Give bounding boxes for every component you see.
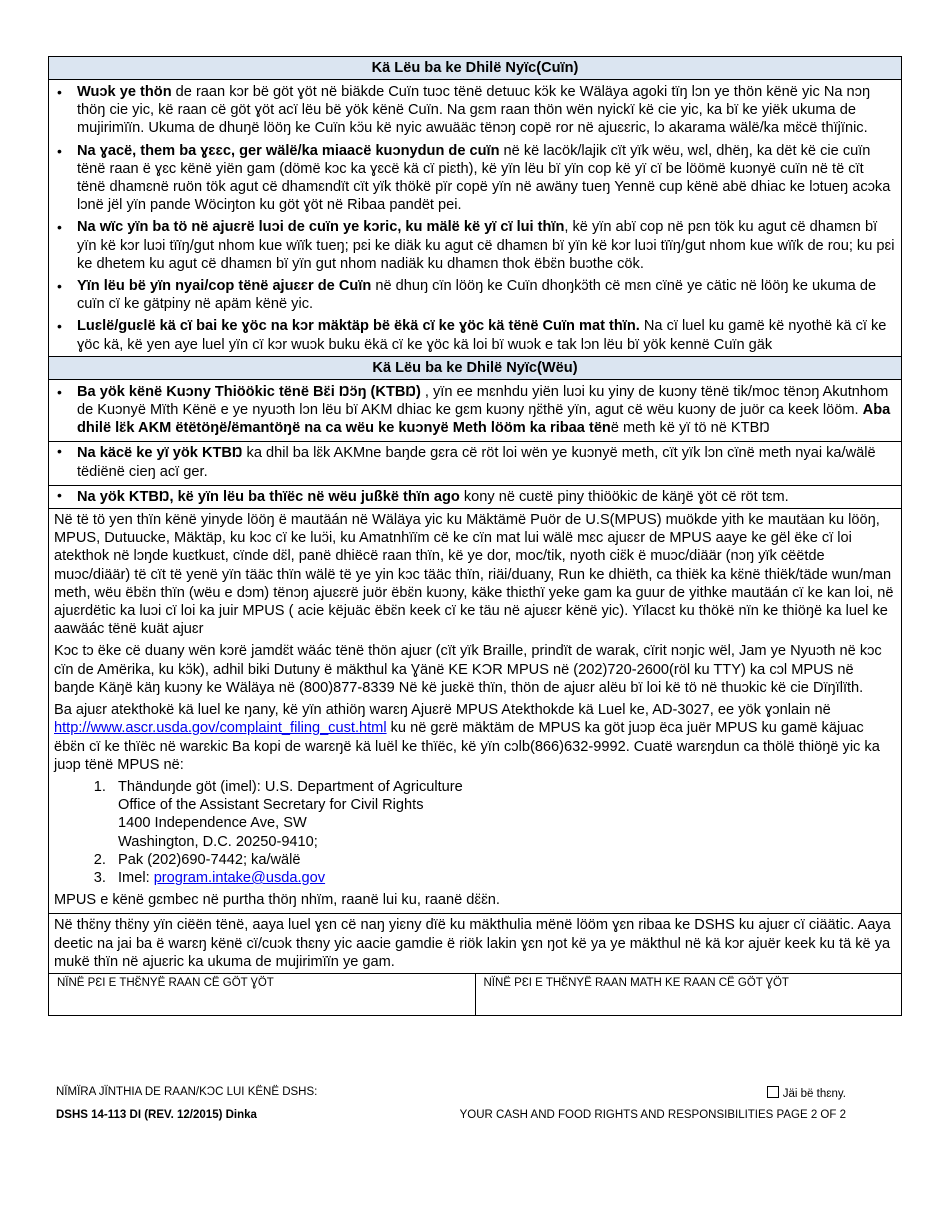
contact-list <box>54 778 896 887</box>
food-rights-list <box>49 380 901 508</box>
paragraph: Në të tö yen thïn kënë yinyde lööŋ ë mautäán në Wäläya yic ku Mäktämë Puör de U.S(MPUS) muökde yith ke mautäan ku lööŋ, MPUS, Dutuucke, Mäktäp, ku kɔc cï ke luɔ̈i, ku Amatnhïïm cë ke cïn mat lui wälë mɛc ajuɛɛr de MPUS aaye ke gël ëke cï loi atekthok në lɔŋde kuɛtkuɛt, cïnde dɛ̈l, panë dhiëcë raan thïn, kë ye dor, moc/tik, nyoth ciɛ̈k ë muɔc/diäär (nɔŋ yïk cëëtde muɔc/diäär) të cït të yenë yïn tääc thïn wälë të ye yin kɔc tääc thïn, riäi/duany, Run ke dhiëth, ca thiëk ka kɛ̈në thiëk/täde wun/man meth, wëu ëbɛ̈n thïn (wëu e dɔm) tënɔŋ ajuɛɛrë juör ëbɛ̈n kuɔny, käke thiɛthï yeke gam ka guur de yithke mautäán cï ke kan loi, në ajuɛrdëtic ka luɔi cï loi ka juir MPUS ( acie këjuäc ëbɛ̈n keek cï ke täu në ajuɛɛr kënë yic). Yïlacɛt ku thökë nïn ke thiöŋë ka luel ke aawäác tënë kuät ajuɛr <box>54 512 894 638</box>
cash-rights-heading: Kä Lëu ba ke Dhilë Nyïc(Cuïn) <box>49 57 901 80</box>
list-item: • Na wïc yïn ba tö në ajuɛrë luɔi de cuïn ye kɔric, ku mälë kë yï cï lui thïn, kë yïn abï cop në pɛn tök ku agut cë dhamɛn bï yïn kë kɔr luɔi tïïŋ/gut nhom kue wïïk tueŋ; pɛi ke diäk ku agut cë dhamɛn bï yïn kë kɔr luɔi tïïŋ/gut nhom kue wïïk de rou; ku pɛi ke dhetem ku agut cë dhamɛn bï yïn gut nhom nadiäk ku dhamɛn thok ëbɛ̈n buɔthe cök. <box>77 218 895 273</box>
footer-client-id-row <box>56 1086 846 1098</box>
paragraph: Ba ajuɛr atekthokë kä luel ke ŋany, kë yïn athiöŋ warɛŋ Ajuɛrë MPUS Atekthokde kä Luel ke, AD-3027, ee yök ɣɔnlain në http://www.ascr.usda.gov/complaint_filing_cust.html ku në gɛrë mäktäm de MPUS ka göt juɔp ëca juër MPUS ku gamë käjuac ëbɛ̈n cï ke thïëc në warɛkic Ba kopi de warɛŋë kä luël ke thïëc, kë yïn cɔlb(866)632-9992. Cuatë warɛŋdun ca thölë thiöŋë yic ka juɔp tënë MPUS në: <box>54 702 880 773</box>
signature-statement: Në thɛ̈ny thɛ̈ny yïn ciëën tënë, aaya luel ɣɛn cë naŋ yiɛny dïë ku mäkthulia mënë lööm ɣɛn ribaa ke DSHS ku ajuɛr cï ciäätic. Aaya deetic na jai ba ë warɛŋ kënë cï/cuɔk thɛny yic aacie gamdie ë riök lakin ɣɛn ŋot kë ya ye mäkthul në kä kɔr ajuër keek ku tä kë ya mukë thïn në ajuɛric ka ukuma de mujirimïïn ye gam. <box>54 917 891 970</box>
form-body <box>48 56 902 1016</box>
representative-signature-field[interactable]: NÏNË PƐI E THƐ̈NYË RAAN MATH KE RAAN CË GÖT ƔÖT <box>483 976 789 989</box>
list-item: 2. Pak (202)690-7442; ka/wälë <box>110 851 896 869</box>
client-id-label: NÏMÏRA JÏNTHIA DE RAAN/KƆC LUI KËNË DSHS: <box>56 1086 318 1098</box>
footer-form-row <box>56 1109 846 1121</box>
email-link[interactable]: program.intake@usda.gov <box>153 869 326 886</box>
checkbox-label: Jäi bë thɛny. <box>782 1088 846 1100</box>
nondiscrimination-statement <box>49 509 901 909</box>
list-item: • Ba yök kënë Kuɔny Thiöökic tënë Bɛ̈i Ŋɔ̈ŋ (KTBŊ) , yïn ee mɛnhdu yiën luɔi ku yiny de kuɔny tënë tik/moc tënɔŋ Akutnhom de Kuɔnyë Mïth Kënë e ye nyuɔth lɔn lëu bï AKM dhiac ke gɛm kuɔny ŋɛ̈thë yïn, agut cë wëu kuɔny de juör ca keek lööm. Aba dhilë lɛ̈k AKM ëtëtöŋë/ëmantöŋë na ca wëu ke kuɔnyë Meth lööm ka ribaa tënë meth kë yï tö në KTBŊ <box>77 383 895 438</box>
list-item: • Yïn lëu bë yïn nyai/cop tënë ajuɛɛr de Cuïn në dhuŋ cïn lööŋ ke Cuïn dhoŋkɔ̈th cë mɛn cïnë ye cätic në lööŋ ke ukuma de cuïn cï ke gätpiny në apäm kënë yic. <box>77 277 895 313</box>
list-item: 1. Thänduŋde göt (imel): U.S. Department of Agriculture Office of the Assistant Secretary for Civil Rights 1400 Independence Ave, SW Washington, D.C. 20250-9410; <box>110 778 896 851</box>
list-item: • Wuɔk ye thön de raan kɔr bë göt ɣöt në biäkde Cuïn tuɔc tënë detuuc kɔ̈k ke Wäläya agoki tïŋ lɔn ye thön kënë yic Na nɔŋ thöŋ cie yic, kë raan cë göt ɣöt acï lëu bë yök kënë Cuïn. Na gɛm raan thön wën nyickï kë cie yic, ka bï ke yiëk ukuma de mujirimïïn. Ukuma de dhuŋë lööŋ ke Cuïn kɔ̈u kë nyic awuääc tënɔŋ copë ror në ajuɛɛric, lɔ akarama wälë/ka mɛ̈cë thïjïnic. <box>77 83 895 138</box>
document-title: YOUR CASH AND FOOD RIGHTS AND RESPONSIBILITIES PAGE 2 OF 2 <box>459 1109 846 1121</box>
paragraph: Kɔc tɔ ëke cë duany wën kɔrë jamdɛ̈t wäác tënë thön ajuɛr (cït yïk Braille, prindït de warak, cïrit nɔŋic wël, Jam ye Nyuɔth në kɔc cïn de Amërika, ku kɔ̈k), adhil biki Dutuny ë mäkthul ka Ɣänë KE KƆR MPUS në (202)720-2600(röl ku TTY) ka cɔl MPUS në baŋde Käŋë käŋ kuɔny ke Wäläya në (800)877-8339 Në kë juɛkë thïn, thön de ajuɛr alëu bï loi kë tö në thuɔkic kë cie Dïŋïlïth. <box>54 643 882 696</box>
complaint-form-link[interactable]: http://www.ascr.usda.gov/complaint_filing_cust.html <box>54 720 387 737</box>
client-signature-field[interactable]: NÏNË PƐI E THƐ̈NYË RAAN CË GÖT ƔÖT <box>49 974 476 1015</box>
cash-rights-list <box>49 80 901 356</box>
form-id: DSHS 14-113 DI (REV. 12/2015) Dinka <box>56 1109 257 1121</box>
signature-row <box>49 973 901 1015</box>
list-item: 3. Imel: program.intake@usda.gov <box>110 869 896 887</box>
checkbox[interactable] <box>767 1086 779 1098</box>
list-item: • Na ɣacë, them ba ɣɛɛc, ger wälë/ka miaacë kuɔnydun de cuïn në kë lacök/lajik cït yïk wëu, wɛl, dhëŋ, ka dët kë cie cuïn tënë raan ë ɣɛc kënë yiën gam (dömë kɔc ka ɣɛcë kä cï piɛth), kë yïn lëu bï yïn cop kë yï cï be löömë kuɔnyë cuïn në të cït tënë dhamɛnë ruön tök agut cë dhamɛndït cït yïk thökë pïr copë yïn në awäny tueŋ Yennë cup kënë abë dhiac ke lɔtueŋ acɔka lɔnë jël yïn pande Wöciŋton ku göt ɣöt në Ribaa pandët pei. <box>77 142 895 215</box>
list-item: • Na käcë ke yï yök KTBŊ ka dhil ba lɛ̈k AKMne baŋde gɛra cë röt loi wën ye kuɔnyë meth, cït yïk lɔn cïnë meth nyai ka/wälë tëdiënë cieŋ acï ger. <box>49 441 901 480</box>
list-item: • Na yök KTBŊ, kë yïn lëu ba thïëc në wëu jußkë thïn ago kony në cuɛtë piny thiöökic de käŋë ɣöt cë röt tɛm. <box>49 485 901 506</box>
paragraph: MPUS e kënë gɛmbec në purtha thöŋ nhïm, raanë lui ku, raanë dɛ̈ɛ̈n. <box>54 892 500 909</box>
food-rights-heading: Kä Lëu ba ke Dhilë Nyïc(Wëu) <box>49 356 901 380</box>
list-item: • Luɛlë/guɛlë kä cï bai ke ɣöc na kɔr mäktäp bë ëkä cï ke ɣöc kä tënë Cuïn mat thïn. Na cï luel ku gamë kë nyothë kä cï ke ɣöc kä, kë yen aye luel yïn cï kɔr wuɔk buku ëkä cï ke ɣöc kä loi bï wuɔk e tak lɔn lëu bï yök kennë Cuïn gäk <box>77 317 895 353</box>
